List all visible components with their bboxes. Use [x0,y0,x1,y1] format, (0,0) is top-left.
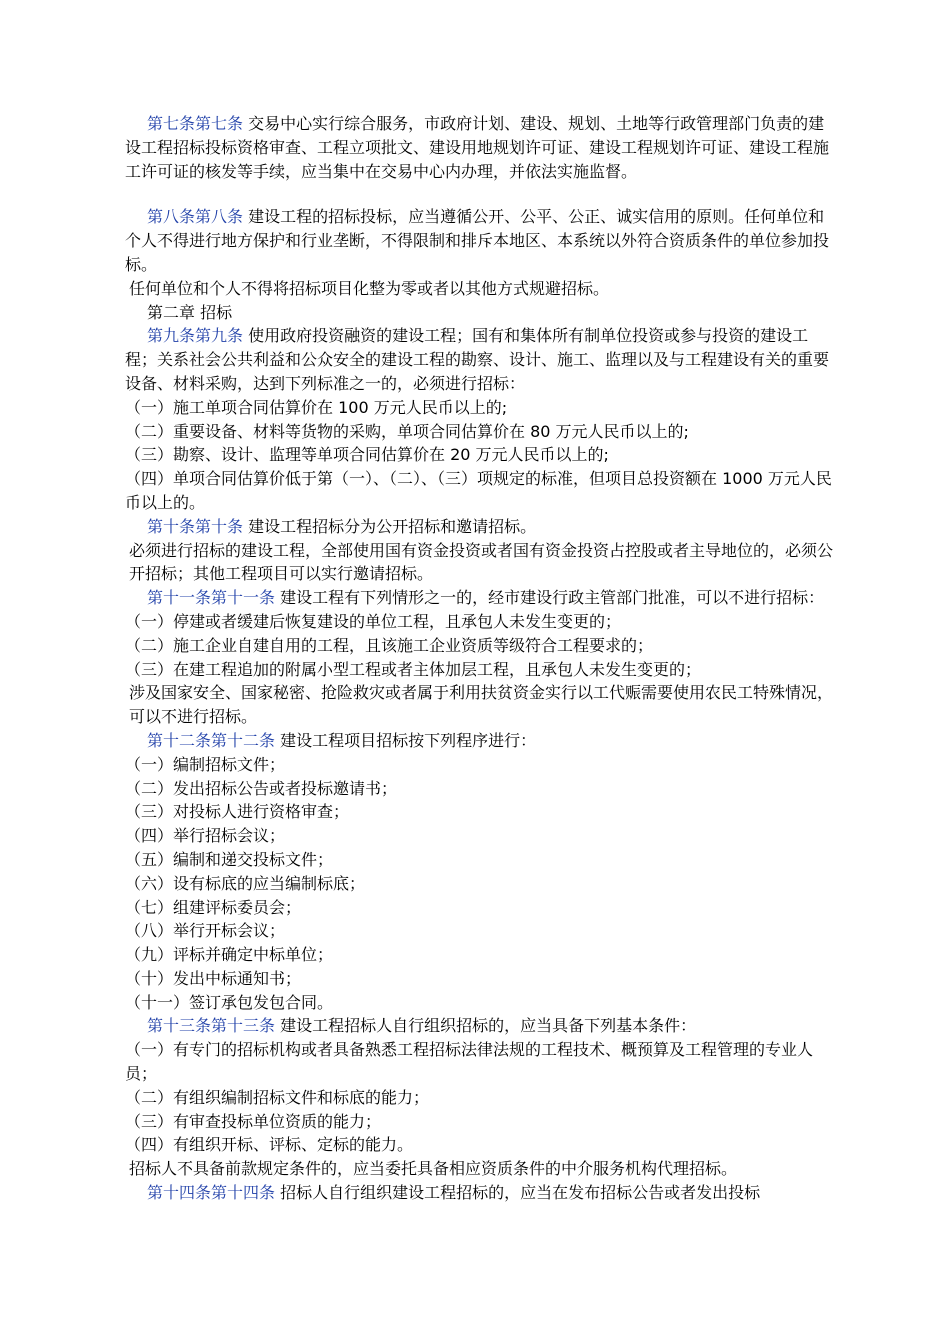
article-14 [125,1181,833,1205]
paragraph-gap [125,183,833,205]
list-item: （八）举行开标会议； [125,921,286,941]
chapter-heading: 第二章 招标 [147,302,233,322]
article-label: 第九条第九条 [147,326,244,346]
list-item: （五）编制和递交投标文件； [125,849,334,869]
article-13-paragraph-2: 招标人不具备前款规定条件的，应当委托具备相应资质条件的中介服务机构代理招标。 [129,1159,738,1179]
article-text: 建设工程招标分为公开招标和邀请招标。 [243,516,537,536]
list-item: （四）单项合同估算价低于第（一）、（二）、（三）项规定的标准，但项目总投资额在 1000 万元人民币以上的。 [125,469,832,512]
article-12 [125,729,833,753]
article-7 [125,112,833,183]
list-item: （三）勘察、设计、监理等单项合同估算价在 20 万元人民币以上的; [125,445,609,465]
list-item: （六）设有标底的应当编制标底； [125,873,366,893]
article-label: 第十二条第十二条 [147,730,276,750]
list-item: （十）发出中标通知书； [125,968,302,988]
list-item: （三）在建工程追加的附属小型工程或者主体加层工程，且承包人未发生变更的； [125,659,702,679]
article-label: 第十四条第十四条 [147,1183,276,1203]
article-label: 第十一条第十一条 [147,588,276,608]
list-item: （一）有专门的招标机构或者具备熟悉工程招标法律法规的工程技术、概预算及工程管理的专业人员； [125,1040,814,1084]
article-label: 第十三条第十三条 [147,1016,276,1036]
article-10-paragraph-2: 必须进行招标的建设工程，全部使用国有资金投资或者国有资金投资占控股或者主导地位的，必须公开招标；其他工程项目可以实行邀请招标。 [129,540,834,584]
list-item: （二）发出招标公告或者投标邀请书； [125,778,398,798]
list-item: （一）施工单项合同估算价在 100 万元人民币以上的; [125,397,508,417]
article-10 [125,515,833,539]
list-item: （十一）签订承包发包合同。 [125,992,334,1012]
article-text: 建设工程有下列情形之一的，经市建设行政主管部门批准，可以不进行招标： [275,588,825,608]
list-item: （二）有组织编制招标文件和标底的能力； [125,1087,430,1107]
list-item: （二）施工企业自建自用的工程，且该施工企业资质等级符合工程要求的； [125,635,654,655]
article-text: 招标人自行组织建设工程招标的，应当在发布招标公告或者发出投标 [275,1183,761,1203]
article-text: 交易中心实行综合服务，市政府计划、建设、规划、土地等行政管理部门负责的建设工程招标投标资格审查、工程立项批文、建设用地规划许可证、建设工程规划许可证、建设工程施工许可证的核发等手续，应当集中在交易中心内办理，并依法实施监督。 [125,114,830,181]
article-8-paragraph-2: 任何单位和个人不得将招标项目化整为零或者以其他方式规避招标。 [129,278,610,298]
list-item: （四）有组织开标、评标、定标的能力。 [125,1135,414,1155]
article-text: 建设工程招标人自行组织招标的，应当具备下列基本条件： [275,1016,697,1036]
article-label: 第八条第八条 [147,207,244,227]
article-text: 使用政府投资融资的建设工程；国有和集体所有制单位投资或参与投资的建设工程；关系社会公共利益和公众安全的建设工程的勘察、设计、施工、监理以及与工程建设有关的重要设备、材料采购，达到下列标准之一的，必须进行招标： [125,326,830,393]
article-13 [125,1014,833,1038]
article-text: 建设工程项目招标按下列程序进行： [275,730,537,750]
article-11-paragraph-2: 涉及国家安全、国家秘密、抢险救灾或者属于利用扶贫资金实行以工代赈需要使用农民工特殊情况，可以不进行招标。 [129,683,834,727]
article-8 [125,205,833,276]
article-label: 第七条第七条 [147,114,244,133]
article-9 [125,324,833,395]
document-body [125,112,833,1205]
list-item: （九）评标并确定中标单位； [125,945,334,965]
list-item: （二）重要设备、材料等货物的采购，单项合同估算价在 80 万元人民币以上的; [125,421,689,441]
article-11 [125,586,833,610]
article-label: 第十条第十条 [147,516,244,536]
list-item: （三）有审查投标单位资质的能力； [125,1111,382,1131]
list-item: （四）举行招标会议； [125,826,286,846]
list-item: （七）组建评标委员会； [125,897,302,917]
article-text: 建设工程的招标投标，应当遵循公开、公平、公正、诚实信用的原则。任何单位和个人不得进行地方保护和行业垄断，不得限制和排斥本地区、本系统以外符合资质条件的单位参加投标。 [125,207,830,274]
list-item: （三）对投标人进行资格审查； [125,802,350,822]
list-item: （一）编制招标文件； [125,754,286,774]
list-item: （一）停建或者缓建后恢复建设的单位工程，且承包人未发生变更的； [125,611,622,631]
